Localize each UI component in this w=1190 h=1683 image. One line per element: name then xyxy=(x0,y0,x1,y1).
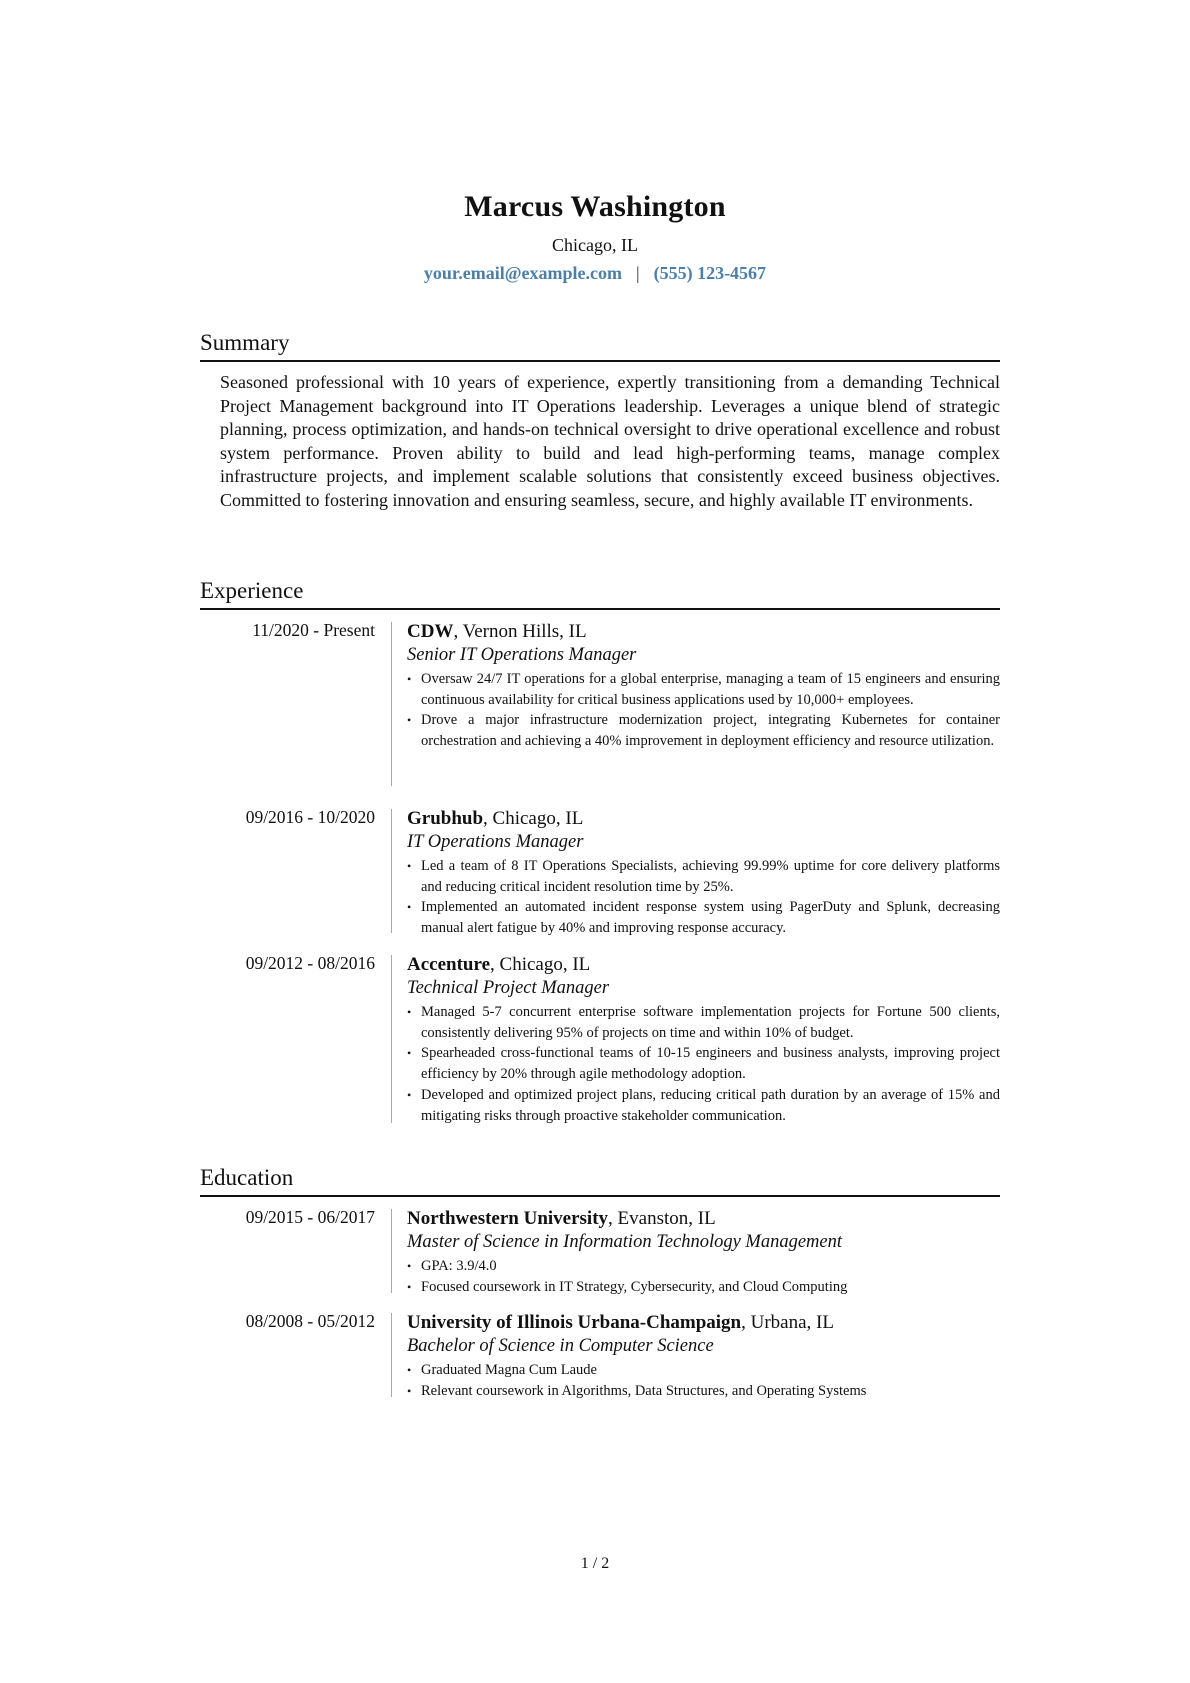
experience-entry xyxy=(200,807,1000,937)
bullet-item: • Drove a major infrastructure modernization project, integrating Kubernetes for container orchestration and achieving a 40% improvement in deployment efficiency and resource utilization. xyxy=(407,712,1000,750)
timeline-divider xyxy=(391,622,392,786)
bullet-icon: • xyxy=(407,713,412,728)
timeline-divider xyxy=(391,809,392,933)
bullet-item: • GPA: 3.9/4.0 xyxy=(407,1256,1000,1277)
timeline-divider xyxy=(391,955,392,1123)
organization-name: CDW xyxy=(407,621,454,642)
bullet-icon: • xyxy=(407,1383,412,1398)
phone-link[interactable]: (555) 123-4567 xyxy=(653,263,767,283)
bullet-item: • Focused coursework in IT Strategy, Cybersecurity, and Cloud Computing xyxy=(407,1277,1000,1298)
entry-organization xyxy=(407,1311,1000,1335)
experience-heading: Experience xyxy=(200,578,1000,610)
bullet-icon: • xyxy=(407,1046,412,1061)
organization-name: University of Illinois Urbana-Champaign xyxy=(407,1312,742,1333)
organization-location: , Chicago, IL xyxy=(483,808,584,829)
entry-organization xyxy=(407,953,1000,977)
page-number: 1 / 2 xyxy=(580,1555,610,1572)
entry-date: 09/2012 - 08/2016 xyxy=(245,953,375,973)
bullet-icon: • xyxy=(407,1363,412,1377)
entry-date: 11/2020 - Present xyxy=(252,620,375,640)
entry-role: Master of Science in Information Technology Management xyxy=(407,1232,843,1252)
bullet-icon: • xyxy=(407,1005,412,1019)
entry-organization xyxy=(407,1207,1000,1231)
organization-location: , Chicago, IL xyxy=(490,954,591,975)
bullet-icon: • xyxy=(407,672,412,686)
entry-role: Bachelor of Science in Computer Science xyxy=(407,1336,714,1356)
bullet-item: • Spearheaded cross-functional teams of 10-15 engineers and business analysts, improving project efficiency by 20% through agile methodology adoption. xyxy=(407,1045,1000,1083)
email-link[interactable]: your.email@example.com xyxy=(423,263,622,283)
bullet-icon: • xyxy=(407,1259,412,1273)
organization-location: , Evanston, IL xyxy=(608,1208,716,1229)
experience-entry xyxy=(200,620,1000,786)
bullet-item: • Oversaw 24/7 IT operations for a global enterprise, managing a team of 15 engineers and ensuring continuous availability for critical business applications used by 10,000+ employees. xyxy=(407,671,1000,708)
bullet-icon: • xyxy=(407,859,412,873)
candidate-location: Chicago, IL xyxy=(552,235,638,255)
entry-role: Technical Project Manager xyxy=(407,978,610,998)
entry-organization xyxy=(407,620,1000,644)
entry-organization xyxy=(407,807,1000,831)
organization-name: Accenture xyxy=(407,954,491,975)
contact-line xyxy=(0,263,1190,284)
bullet-icon: • xyxy=(407,1279,412,1294)
entry-date: 09/2016 - 10/2020 xyxy=(245,807,375,827)
entry-role: IT Operations Manager xyxy=(407,832,584,852)
bullet-list xyxy=(407,1360,1000,1401)
entry-role: Senior IT Operations Manager xyxy=(407,645,637,665)
bullet-icon: • xyxy=(407,900,412,915)
education-heading: Education xyxy=(200,1165,1000,1197)
summary-heading: Summary xyxy=(200,330,1000,362)
education-entry xyxy=(200,1311,1000,1397)
experience-entry xyxy=(200,953,1000,1123)
candidate-name: Marcus Washington xyxy=(464,190,726,223)
timeline-divider xyxy=(391,1313,392,1397)
organization-location: , Vernon Hills, IL xyxy=(453,621,587,642)
organization-name: Northwestern University xyxy=(407,1208,609,1229)
bullet-item: • Developed and optimized project plans, reducing critical path duration by an average of 15% and mitigating risks through proactive stakeholder communication. xyxy=(407,1086,1000,1124)
bullet-list xyxy=(407,1002,1000,1126)
entry-date: 08/2008 - 05/2012 xyxy=(245,1311,375,1331)
bullet-item: • Relevant coursework in Algorithms, Data Structures, and Operating Systems xyxy=(407,1381,1000,1402)
bullet-list xyxy=(407,856,1000,939)
bullet-item: • Implemented an automated incident response system using PagerDuty and Splunk, decreasing manual alert fatigue by 40% and improving response accuracy. xyxy=(407,899,1000,937)
organization-name: Grubhub xyxy=(407,808,484,829)
entry-date: 09/2015 - 06/2017 xyxy=(245,1207,375,1227)
organization-location: , Urbana, IL xyxy=(741,1312,834,1333)
summary-text: Seasoned professional with 10 years of experience, expertly transitioning from a demanding Technical Project Management background into IT Operations leadership. Leverages a unique blend of strategic planning, process optimization, and hands-on technical oversight to drive operational excellence and robust system performance. Proven ability to build and lead high-performing teams, manage complex infrastructure projects, and implement scalable solutions that consistently exceed business objectives. Committed to fostering innovation and ensuring seamless, secure, and highly available IT environments. xyxy=(220,372,1000,510)
timeline-divider xyxy=(391,1209,392,1293)
bullet-list xyxy=(407,1256,1000,1297)
bullet-item: • Led a team of 8 IT Operations Specialists, achieving 99.99% uptime for core delivery platforms and reducing critical incident resolution time by 25%. xyxy=(407,858,1000,895)
education-entry xyxy=(200,1207,1000,1293)
bullet-item: • Managed 5-7 concurrent enterprise software implementation projects for Fortune 500 clients, consistently delivering 95% of projects on time and within 10% of budget. xyxy=(407,1004,1000,1041)
bullet-list xyxy=(407,669,1000,752)
bullet-icon: • xyxy=(407,1087,412,1102)
contact-separator: | xyxy=(635,263,640,283)
bullet-item: • Graduated Magna Cum Laude xyxy=(407,1360,1000,1381)
